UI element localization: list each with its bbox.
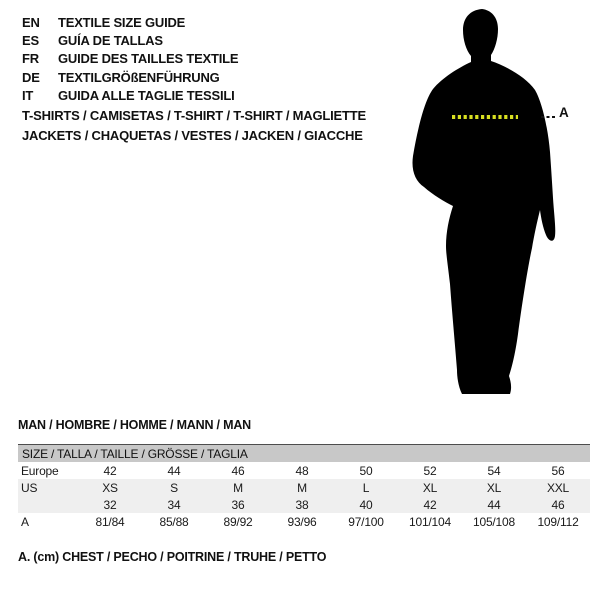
table-cell: 105/108	[473, 514, 515, 529]
table-cell: 52	[423, 463, 437, 478]
table-cell: 36	[231, 497, 245, 512]
man-silhouette-svg	[400, 4, 580, 394]
man-silhouette-shape	[412, 9, 555, 394]
table-cell: 54	[487, 463, 501, 478]
size-table-header-row	[18, 445, 590, 463]
table-cell: XXL	[546, 480, 570, 495]
table-cell: 97/100	[348, 514, 384, 529]
measure-label-a: A	[559, 105, 569, 120]
table-cell: L	[362, 480, 370, 495]
table-cell: 50	[359, 463, 373, 478]
table-cell: 44	[167, 463, 181, 478]
table-cell: 101/104	[409, 514, 451, 529]
language-code: EN	[22, 14, 40, 30]
category-line-tshirts: T-SHIRTS / CAMISETAS / T-SHIRT / T-SHIRT / MAGLIETTE	[22, 108, 366, 123]
row-label	[18, 496, 78, 513]
table-cell: 42	[103, 463, 117, 478]
table-row-us	[18, 479, 590, 496]
table-cell: XL	[486, 480, 502, 495]
language-code: FR	[22, 51, 39, 67]
language-label: TEXTILE SIZE GUIDE	[58, 14, 186, 30]
table-cell: 34	[167, 497, 181, 512]
size-table-header: SIZE / TALLA / TAILLE / GRÖSSE / TAGLIA	[18, 445, 590, 463]
table-cell: 48	[295, 463, 309, 478]
language-label: TEXTILGRÖßENFÜHRUNG	[58, 69, 220, 85]
table-cell: 42	[423, 497, 437, 512]
garment-categories	[22, 106, 366, 145]
table-row-europe	[18, 462, 590, 479]
man-silhouette-figure	[400, 4, 580, 394]
table-cell: 81/84	[95, 514, 125, 529]
language-code: ES	[22, 33, 39, 49]
language-row-en	[22, 13, 238, 31]
table-cell: 40	[359, 497, 373, 512]
category-line-jackets: JACKETS / CHAQUETAS / VESTES / JACKEN / GIACCHE	[22, 127, 363, 143]
table-cell: 46	[551, 497, 565, 512]
language-row-it	[22, 87, 238, 105]
table-cell: XL	[422, 480, 438, 495]
language-row-de	[22, 68, 238, 86]
language-guide-list	[22, 13, 238, 105]
language-code: IT	[22, 88, 34, 104]
table-cell: 89/92	[223, 514, 253, 529]
section-title-man: MAN / HOMBRE / HOMME / MANN / MAN	[18, 418, 251, 432]
language-label: GUIDE DES TAILLES TEXTILE	[58, 51, 239, 67]
table-row-chest-a	[18, 513, 590, 530]
row-label: A	[21, 514, 29, 529]
language-row-es	[22, 31, 238, 49]
table-cell: M	[297, 480, 307, 495]
row-label: US	[21, 480, 38, 495]
table-cell: 85/88	[159, 514, 189, 529]
table-cell: M	[233, 480, 243, 495]
table-cell: 44	[487, 497, 501, 512]
table-cell: 56	[551, 463, 565, 478]
table-cell: 38	[295, 497, 309, 512]
language-label: GUIDA ALLE TAGLIE TESSILI	[58, 88, 235, 104]
table-cell: 32	[103, 497, 117, 512]
table-cell: 109/112	[537, 514, 579, 529]
size-table	[18, 444, 590, 530]
row-label: Europe	[21, 463, 59, 478]
language-code: DE	[22, 69, 40, 85]
table-cell: 93/96	[287, 514, 317, 529]
table-cell: S	[170, 480, 178, 495]
table-row-alt-sizes	[18, 496, 590, 513]
language-row-fr	[22, 50, 238, 68]
language-label: GUÍA DE TALLAS	[58, 33, 163, 49]
table-cell: 46	[231, 463, 245, 478]
table-cell: XS	[102, 480, 118, 495]
measurement-footnote: A. (cm) CHEST / PECHO / POITRINE / TRUHE / PETTO	[18, 550, 327, 564]
